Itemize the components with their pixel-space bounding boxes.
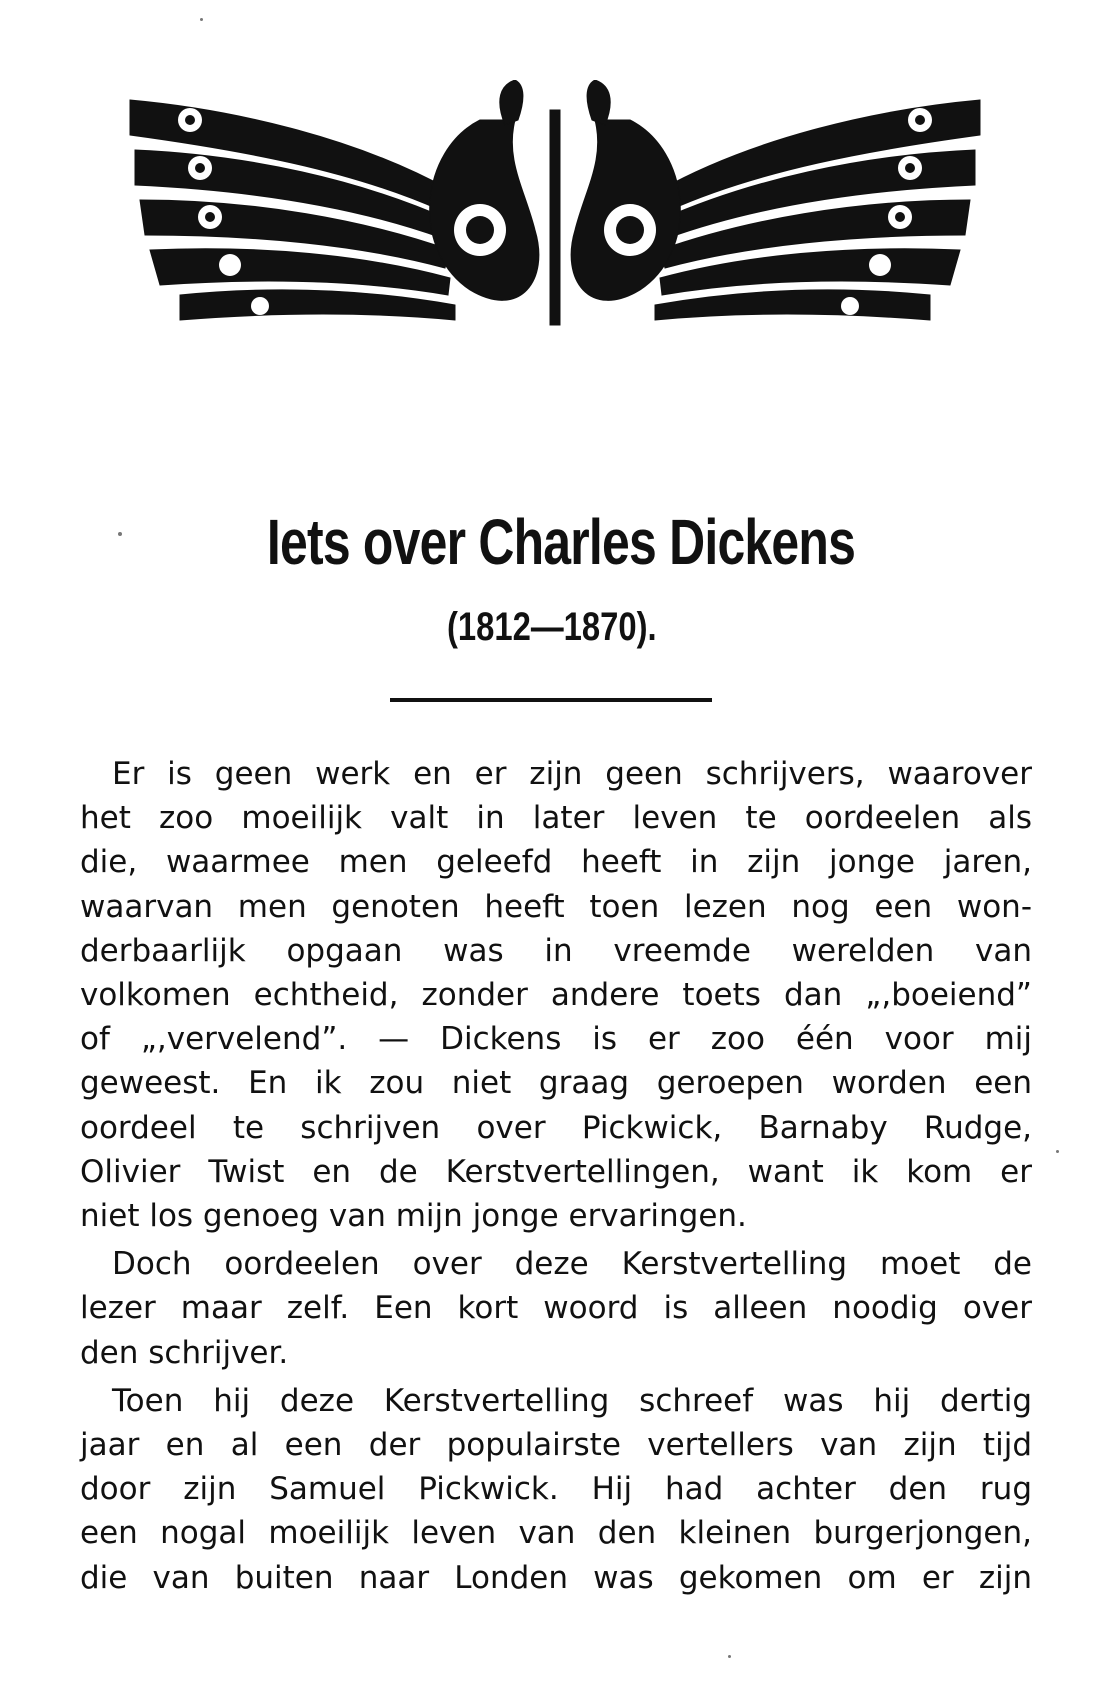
text-line: lezer maar zelf. Een kort woord is alleen noodig over	[80, 1290, 1032, 1327]
paragraph	[80, 1379, 1032, 1600]
text-line: Olivier Twist en de Kerstvertellingen, want ik kom er	[80, 1153, 1032, 1190]
text-line: die, waarmee men geleefd heeft in zijn jonge jaren,	[80, 844, 1032, 881]
paper-speck	[118, 532, 122, 536]
text-line: den schrijver.	[80, 1334, 289, 1371]
text-line: volkomen echtheid, zonder andere toets dan „,boeiend”	[80, 977, 1032, 1014]
text-line: of „,vervelend”. — Dickens is er zoo één voor mij	[80, 1021, 1032, 1058]
paper-speck	[728, 1655, 731, 1658]
page-title: Iets over Charles Dickens	[266, 506, 856, 578]
title-divider	[390, 698, 712, 702]
page-subtitle-years: (1812—1870).	[446, 605, 657, 649]
text-line: derbaarlijk opgaan was in vreemde werelden van	[80, 932, 1032, 969]
text-line: Doch oordeelen over deze Kerstvertelling moet de	[112, 1246, 1032, 1283]
paragraph	[80, 1242, 1032, 1375]
text-line: die van buiten naar Londen was gekomen om er zijn	[80, 1559, 1032, 1596]
text-line: geweest. En ik zou niet graag geroepen worden een	[80, 1065, 1032, 1102]
text-line: een nogal moeilijk leven van den kleinen burgerjongen,	[80, 1515, 1032, 1552]
paragraph	[80, 752, 1032, 1238]
text-line: Toen hij deze Kerstvertelling schreef was hij dertig	[112, 1382, 1032, 1419]
peacock-ornament-icon	[120, 80, 990, 330]
text-line: Er is geen werk en er zijn geen schrijvers, waarover	[112, 756, 1032, 792]
paper-speck	[200, 18, 203, 21]
text-line: oordeel te schrijven over Pickwick, Barnaby Rudge,	[80, 1109, 1032, 1146]
text-line: door zijn Samuel Pickwick. Hij had achter den rug	[80, 1471, 1032, 1508]
text-line: waarvan men genoten heeft toen lezen nog een won-	[80, 888, 1032, 925]
text-line: het zoo moeilijk valt in later leven te oordeelen als	[80, 800, 1032, 837]
text-line: niet los genoeg van mijn jonge ervaringen.	[80, 1198, 747, 1235]
paper-speck	[1056, 1150, 1059, 1153]
text-line: jaar en al een der populairste vertellers van zijn tijd	[80, 1427, 1032, 1464]
body-text	[80, 752, 1032, 1604]
